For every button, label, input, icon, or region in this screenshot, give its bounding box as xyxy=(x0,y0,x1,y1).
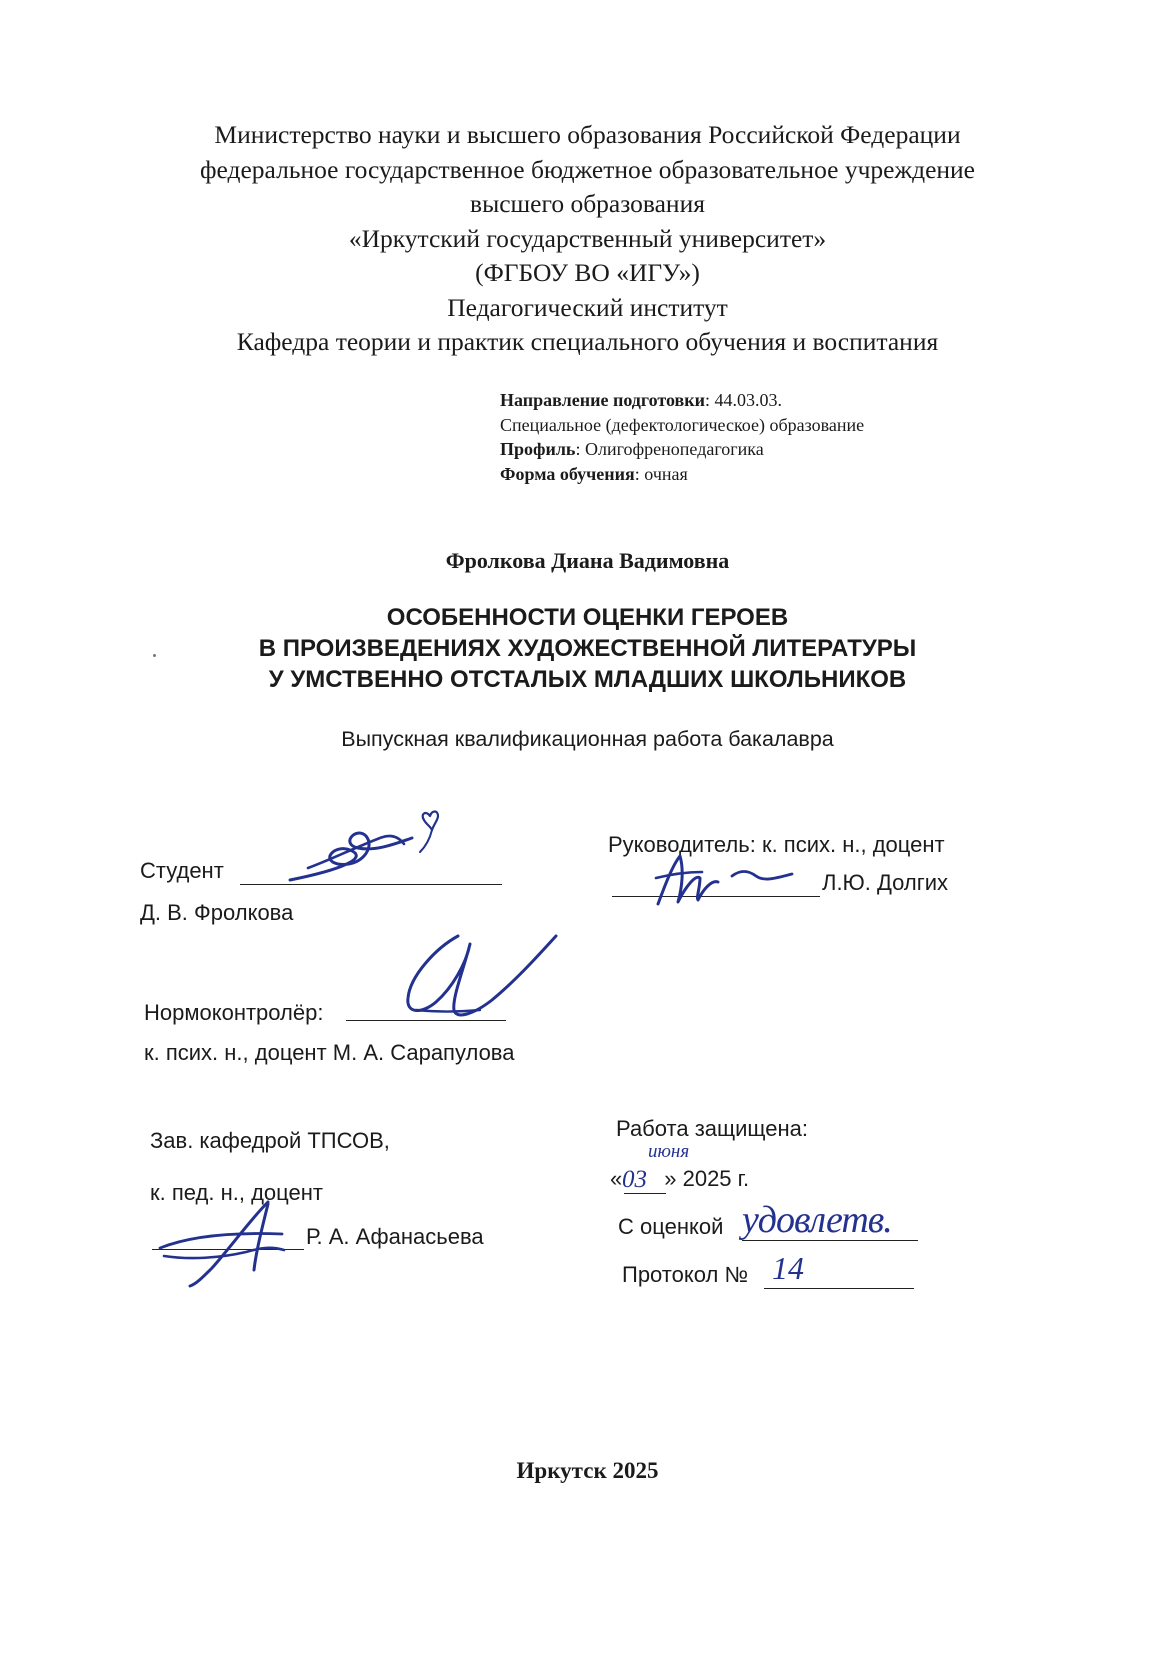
form-label: Форма обучения xyxy=(500,463,635,484)
university-name-line: «Иркутский государственный университет» xyxy=(348,223,827,253)
profile-value: : Олигофренопедагогика xyxy=(575,439,764,459)
work-type: Выпускная квалификационная работа бакалавра xyxy=(341,727,834,751)
direction-name: Специальное (дефектологическое) образование xyxy=(500,414,865,435)
supervisor-name: Л.Ю. Долгих xyxy=(822,870,949,895)
student-name: Д. В. Фролкова xyxy=(140,900,294,925)
normcontrol-name: к. псих. н., доцент М. А. Сарапулова xyxy=(144,1040,515,1065)
ministry-line: Министерство науки и высшего образования Российской Федерации xyxy=(214,120,961,149)
supervisor-signature xyxy=(652,848,802,910)
study-meta xyxy=(500,388,864,486)
profile-label: Профиль xyxy=(500,439,576,459)
profile-row xyxy=(500,437,864,462)
head-signature xyxy=(150,1196,320,1292)
institution-type-line: федеральное государственное бюджетное образовательное учреждение xyxy=(200,154,975,184)
head-name: Р. А. Афанасьева xyxy=(306,1224,484,1249)
form-value: : очная xyxy=(634,463,688,484)
institute-line: Педагогический институт xyxy=(447,292,728,322)
department-line: Кафедра теории и практик специального обучения и воспитания xyxy=(236,327,939,356)
direction-code: : 44.03.03. xyxy=(705,390,783,410)
protocol-label: Протокол № xyxy=(622,1262,749,1287)
thesis-title-line: ОСОБЕННОСТИ ОЦЕНКИ ГЕРОЕВ xyxy=(386,604,789,631)
defended-label: Работа защищена: xyxy=(616,1116,809,1141)
grade-label: С оценкой xyxy=(618,1214,724,1239)
city-year: Иркутск 2025 xyxy=(516,1458,659,1483)
date-open-quote: « xyxy=(610,1166,623,1191)
date-month-handwritten: июня xyxy=(648,1141,690,1162)
direction-row xyxy=(500,388,864,413)
author-name: Фролкова Диана Вадимовна xyxy=(445,548,730,573)
grade-handwritten: удовлетв. xyxy=(742,1199,892,1241)
university-abbr-line: (ФГБОУ ВО «ИГУ») xyxy=(475,258,700,287)
institution-header xyxy=(0,118,1175,360)
date-rest: » 2025 г. xyxy=(664,1166,750,1191)
normcontrol-label: Нормоконтролёр: xyxy=(144,1000,324,1025)
student-label: Студент xyxy=(140,858,224,883)
scan-speck xyxy=(153,654,156,657)
thesis-title-line: У УМСТВЕННО ОТСТАЛЫХ МЛАДШИХ ШКОЛЬНИКОВ xyxy=(268,666,907,693)
protocol-number-handwritten: 14 xyxy=(772,1250,804,1286)
form-row xyxy=(500,462,864,487)
protocol-line xyxy=(764,1288,914,1289)
thesis-title xyxy=(0,602,1175,695)
thesis-title-line: В ПРОИЗВЕДЕНИЯХ ХУДОЖЕСТВЕННОЙ ЛИТЕРАТУРЫ xyxy=(258,635,917,662)
head-label: Зав. кафедрой ТПСОВ, xyxy=(150,1128,390,1153)
date-day-handwritten: 03 xyxy=(622,1166,647,1193)
education-level-line: высшего образования xyxy=(470,189,705,218)
student-signature xyxy=(280,808,460,898)
direction-label: Направление подготовки xyxy=(500,390,706,410)
supervisor-label: Руководитель: к. псих. н., доцент xyxy=(608,832,945,857)
head-degree: к. пед. н., доцент xyxy=(150,1180,323,1205)
normcontrol-signature xyxy=(396,928,566,1028)
